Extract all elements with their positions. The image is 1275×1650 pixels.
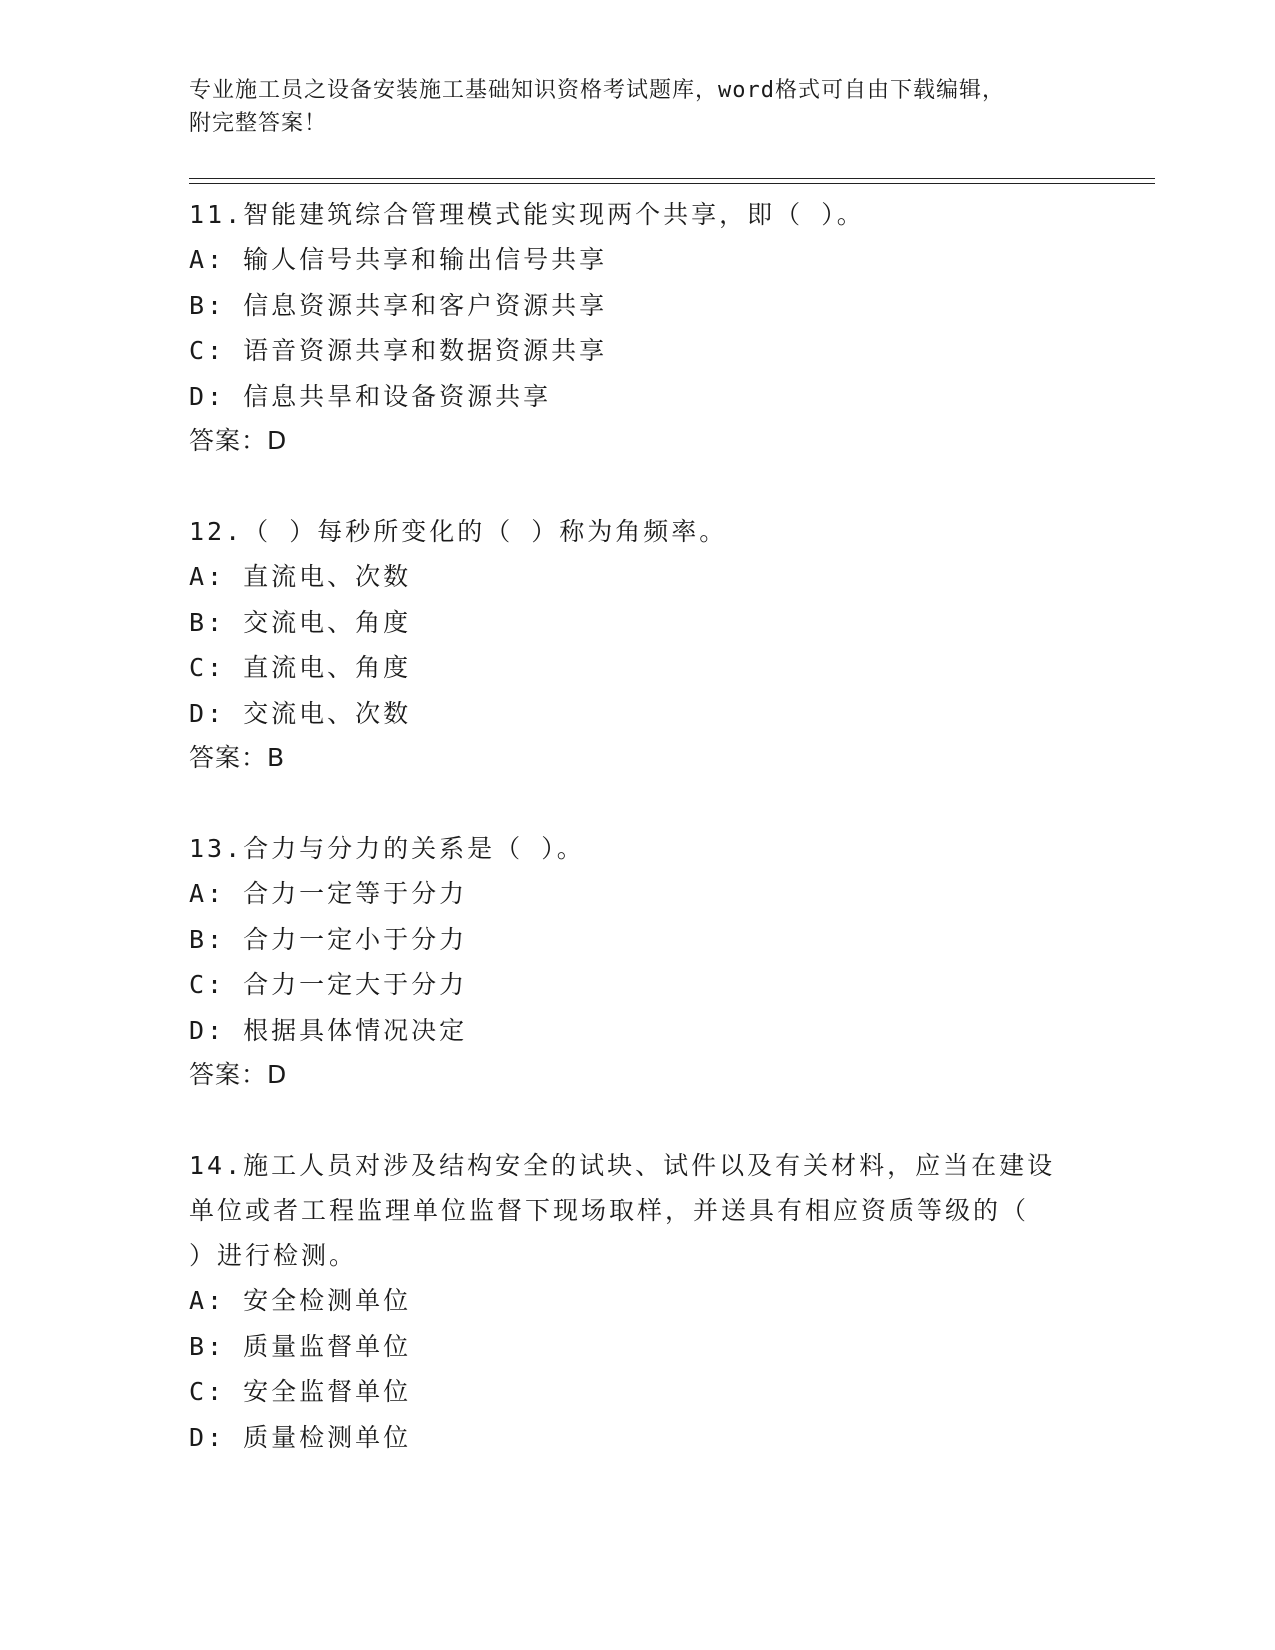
option-b: B: 交流电、角度: [189, 607, 412, 637]
question-12: [189, 509, 1089, 780]
header-divider-bottom: [189, 183, 1155, 184]
option-d: D: 质量检测单位: [189, 1422, 412, 1452]
option-d: D: 根据具体情况决定: [189, 1015, 468, 1045]
question-11: [189, 192, 1089, 463]
question-stem: 11.智能建筑综合管理模式能实现两个共享，即（ ）。: [189, 200, 865, 229]
answer-line: 答案：D: [189, 426, 288, 455]
option-b: B: 合力一定小于分力: [189, 924, 468, 954]
option-a: A: 合力一定等于分力: [189, 879, 468, 908]
question-list: [189, 192, 1089, 1506]
option-c: C: 安全监督单位: [189, 1377, 412, 1406]
header-line-2: 附完整答案！: [189, 111, 328, 136]
header-line-1: 专业施工员之设备安装施工基础知识资格考试题库，word格式可自由下载编辑，: [189, 78, 1005, 103]
question-stem: 12.（ ）每秒所变化的（ ）称为角频率。: [189, 517, 728, 546]
question-14: [189, 1143, 1089, 1460]
option-c: C: 合力一定大于分力: [189, 970, 468, 999]
question-stem-line-2: 单位或者工程监理单位监督下现场取样，并送具有相应资质等级的（: [189, 1196, 1030, 1225]
answer-line: 答案：D: [189, 1060, 288, 1089]
option-a: A: 直流电、次数: [189, 562, 412, 591]
option-d: D: 交流电、次数: [189, 698, 412, 728]
option-c: C: 直流电、角度: [189, 653, 412, 682]
option-a: A: 安全检测单位: [189, 1286, 412, 1315]
option-a: A: 输人信号共享和输出信号共享: [189, 245, 608, 274]
header-divider-top: [189, 178, 1155, 179]
document-header: [189, 74, 1089, 140]
question-13: [189, 826, 1089, 1097]
option-b: B: 信息资源共享和客户资源共享: [189, 290, 608, 320]
answer-line: 答案：B: [189, 743, 286, 772]
question-stem: 13.合力与分力的关系是（ ）。: [189, 834, 585, 863]
option-d: D: 信息共旱和设备资源共享: [189, 381, 552, 411]
option-c: C: 语音资源共享和数据资源共享: [189, 336, 608, 365]
option-b: B: 质量监督单位: [189, 1331, 412, 1361]
question-stem-line-1: 14.施工人员对涉及结构安全的试块、试件以及有关材料，应当在建设: [189, 1151, 1056, 1180]
question-stem-line-3: ）进行检测。: [189, 1241, 358, 1270]
